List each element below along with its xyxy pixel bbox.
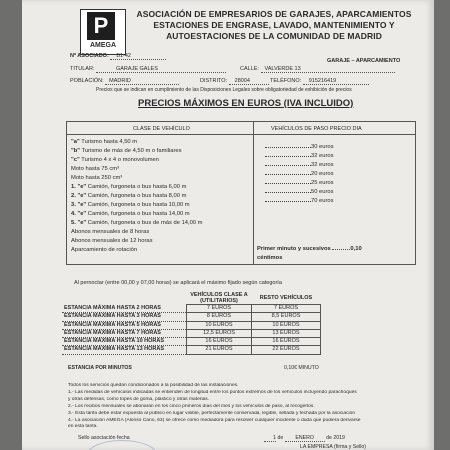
- vehicle-row: "a" Turismo hasta 4,50 m: [71, 139, 138, 145]
- price-entry: 50 euros: [265, 189, 334, 195]
- col-header-resto: RESTO VEHÍCULOS: [259, 295, 313, 301]
- parking-p-icon: P: [87, 12, 115, 40]
- vehicle-row: "c" Turismo 4 x 4 o monovolumen: [71, 157, 160, 163]
- vehicle-row: Aparcamiento de rotación: [71, 247, 138, 253]
- col-header-clase: CLASE DE VEHÍCULO: [133, 126, 190, 132]
- minute-note-unit: céntimos: [257, 255, 283, 261]
- vehicle-row: Abonos mensuales de 8 horas: [71, 229, 150, 235]
- sello-label: Sello asociación fecha: [78, 435, 130, 441]
- minute-note: Primer minuto y sucesivos 0,10: [257, 246, 362, 252]
- table-row: ESTANCIA MÁXIMA HASTA 5 HORAS 10 EUROS 10 EUROS: [62, 321, 321, 329]
- category-label: GARAJE – APARCAMIENTO: [327, 58, 401, 64]
- estancias-table: [62, 292, 321, 355]
- price-entry: 32 euros: [265, 162, 334, 168]
- price-table: [66, 121, 416, 265]
- amega-logo: [80, 9, 126, 55]
- telefono-field: TELÉFONO: 915216419: [270, 78, 369, 85]
- price-entry: 30 euros: [265, 144, 334, 150]
- por-minutos-label: ESTANCIA POR MINUTOS: [68, 365, 132, 371]
- page-title: PRECIOS MÁXIMOS EN EUROS (IVA INCLUIDO): [138, 98, 354, 109]
- table-row: ESTANCIA MÁXIMA HASTA 3 HORAS 8 EUROS 8,5 EUROS: [62, 313, 321, 321]
- vehicle-row: Abonos mensuales de 12 horas: [71, 238, 153, 244]
- table-row: ESTANCIA MÁXIMA HASTA 7 HORAS 12,5 EUROS 13 EUROS: [62, 329, 321, 337]
- logo-name: AMEGA: [89, 42, 117, 49]
- price-entry: 20 euros: [265, 171, 334, 177]
- vehicle-row: Moto hasta 250 cm³: [71, 175, 123, 181]
- col-header-precio: VEHÍCULOS DE PASO PRECIO DIA: [271, 126, 362, 132]
- footer-date: 1 de ENERO de 2019: [264, 435, 345, 442]
- table-row: ESTANCIA MÁXIMA HASTA 10 HORAS 16 EUROS 16 EUROS: [62, 338, 321, 346]
- por-minutos-value: 0,10€ MINUTO: [284, 365, 319, 371]
- asociado-field: Nº ASOCIADO: B1-42: [70, 53, 166, 60]
- vehicle-row: "b" Turismo de más de 4,50 m o familiares: [71, 148, 182, 154]
- distrito-field: DISTRITO: 28004: [200, 78, 269, 85]
- association-header: ASOCIACIÓN DE EMPRESARIOS DE GARAJES, APARCAMIENTOS ESTACIONES DE ENGRASE, LAVADO, MANTENIMIENTO Y AUTOESTACIONES DE LA COMUNIDAD DE MADRID: [136, 9, 412, 41]
- poblacion-field: POBLACIÓN: MADRID: [70, 78, 179, 85]
- vehicle-row: 1. "e" Camión, furgoneta o bus hasta 6,00 m: [71, 184, 187, 190]
- vehicle-row: 5. "e" Camión, furgoneta o bus de más de 14,00 m: [71, 220, 203, 226]
- table-row: ESTANCIA MÁXIMA HASTA 13 HORAS 21 EUROS 22 EUROS: [62, 346, 321, 354]
- col-header-clase-a: VEHÍCULOS CLASE A (UTILITARIOS): [190, 292, 248, 304]
- association-stamp: [86, 440, 158, 450]
- pernoctar-note: Al pernoctar (entre 00,00 y 07,00 horas) se aplicará el máximo fijado según categoría: [74, 280, 282, 286]
- price-entry: 32 euros: [265, 153, 334, 159]
- conditions-text: Todos los servicios quedan condicionados a la posibilidad de las instalaciones. 1.- Las medidas de vehículos indicadas se entienden de longitud entre los puntos extremos de los vehículos incluyendo parachoques y otras defensas, como topes de goma, plástico y otras materias. 2.- Los recibos mensuales se abonarán en los cinco primeros días del mes y los vehículos de paso, al recogerlos. 3.- Esta tarifa debe estar expuesta al público en lugar visible, perfectamente conservada, legible, sellada y fechada por la asociación 4.- La asociación AMEGA (Alonso Cano, 63) se ofrece como mediadora para resolver cualquier incidente o duda que pudiera derivarse en esta tarifa.: [68, 383, 361, 430]
- table-row: ESTANCIA MÁXIMA HASTA 2 HORAS 7 EUROS 7 EUROS: [62, 305, 321, 313]
- vehicle-row: 4. "e" Camión, furgoneta o bus hasta 14,00 m: [71, 211, 190, 217]
- calle-field: CALLE: VALVERDE 13: [240, 66, 395, 73]
- empresa-label: LA EMPRESA (firma y Sello): [300, 444, 367, 450]
- vehicle-row: 3. "e" Camión, furgoneta o bus hasta 10,00 m: [71, 202, 190, 208]
- vehicle-row: Moto hasta 75 cm³: [71, 166, 120, 172]
- vehicle-row: 2. "e" Camión, furgoneta o bus hasta 8,00 m: [71, 193, 187, 199]
- price-entry: 70 euros: [265, 198, 334, 204]
- titular-field: TITULAR: GARAJE GALES: [70, 66, 226, 73]
- legal-note: Precios que se indican en cumplimiento de las Disposiciones Legales sobre obligatoriedad de exhibición de precios: [96, 87, 352, 93]
- price-entry: 25 euros: [265, 180, 334, 186]
- price-notice-sheet: [22, 0, 434, 450]
